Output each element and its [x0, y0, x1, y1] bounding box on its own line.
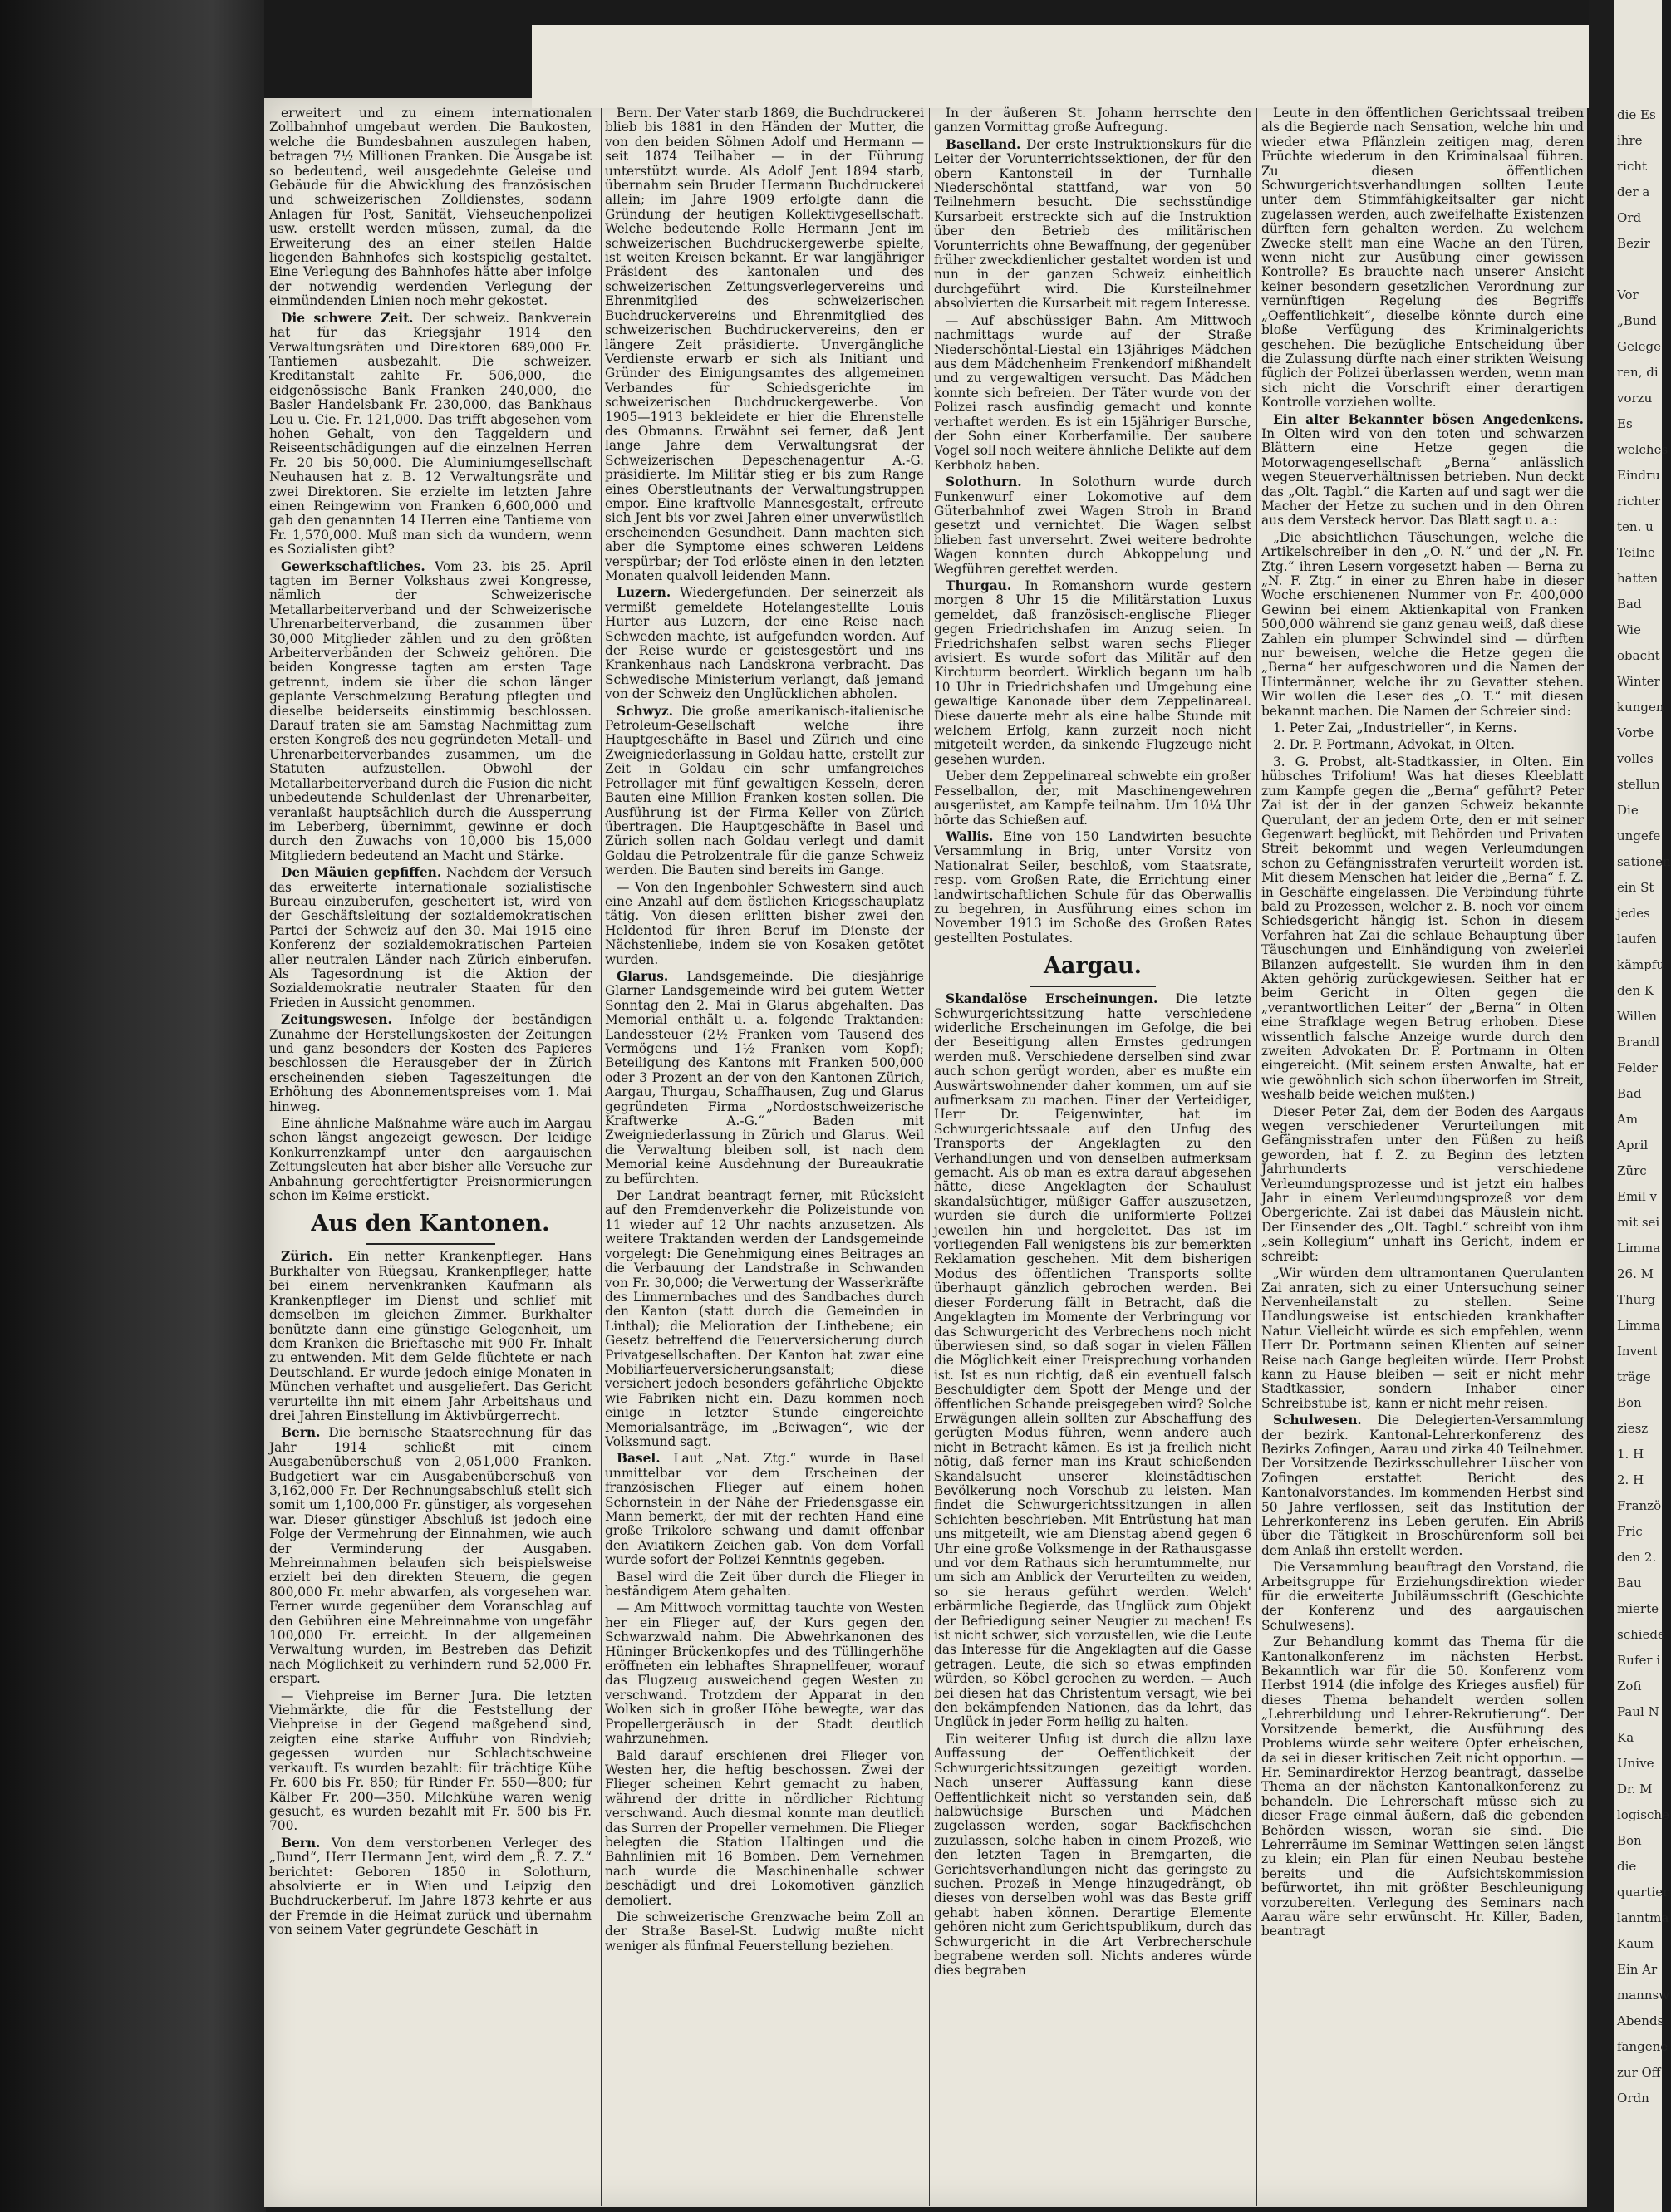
edge-text-fragment: logische [1617, 1807, 1669, 1822]
article-text: Landsgemeinde. Die diesjährige Glarner Landsgemeinde wird bei gutem Wetter Sonntag den 2. Mai in Glarus abgehalten. Das Memorial enthält u. a. folgende Traktanden: Landessteuer (2½ Franken vom Tausend des Vermögens und 1½ Franken vom Kopf); Beteiligung des Kantons mit Franken 500,000 oder 3 Prozent an der von den Kantonen Zürich, Aargau, Thurgau, Schaffhausen, Zug und Glarus gegründeten Firma „Nordostschweizerische Kraftwerke A.-G.“ Baden mit Zweigniederlassung in Zürich und Glarus. Weil die Verwaltung bleiben soll, ist nach dem Memorial keine Ausdehnung der Bureaukratie zu befürchten. [605, 968, 924, 1187]
edge-text-fragment: kämpfu [1617, 957, 1665, 972]
edge-text-fragment: schiede [1617, 1627, 1665, 1642]
edge-text-fragment: sationen [1617, 854, 1671, 869]
edge-text-fragment: Dr. M [1617, 1782, 1653, 1797]
article-heading: Luzern. [617, 585, 671, 601]
edge-text-fragment: Invent [1617, 1344, 1658, 1359]
edge-text-fragment: Die [1617, 803, 1639, 818]
edge-text-fragment: die [1617, 1859, 1637, 1874]
column-rule [929, 108, 930, 2206]
edge-text-fragment: ungefe [1617, 828, 1661, 843]
edge-text-fragment: Gelege [1617, 339, 1662, 354]
edge-text-fragment: Unive [1617, 1756, 1654, 1771]
edge-text-fragment: Bad [1617, 1086, 1642, 1101]
edge-text-fragment: ren, di [1617, 365, 1659, 380]
article-paragraph [605, 881, 924, 967]
article-text: Die schweizerische Grenzwache beim Zoll an der Straße Basel-St. Ludwig mußte nicht weniger als fünfmal Feuerstellung beziehen. [605, 1909, 924, 1954]
article-text: Dieser Peter Zai, dem der Boden des Aargaus wegen verschiedener Verurteilungen mit Gefängnisstrafen unter den Füßen zu heiß geworden, hat f. Z. zu Beginn des letzten Jahrhunderts verschiedene Verleumdungsprozesse und ist jetzt ein halbes Jahr in einem Verleumdungsprozeß vor dem Obergerichte. Zai ist dabei das Mäuslein nicht. Der Einsender des „Olt. Tagbl.“ schreibt von ihm „sein Kollegium“ unhaft ins Gericht, indem er schreibt: [1261, 1104, 1584, 1264]
article-paragraph [1261, 1413, 1584, 1558]
article-text: Die letzte Schwurgerichtssitzung hatte verschiedene widerliche Erscheinungen im Gefolge, die bei der Beseitigung allen Ernstes gedrungen werden muß. Verschiedene derselben sind zwar auch schon gerügt worden, aber es mußte ein Auswärtswohnender daher kommen, um auf sie aufmerksam zu machen. Einer der Verteidiger, Herr Dr. Feigenwinter, hat im Schwurgerichtssaale auf den Unfug des Transports der Angeklagten zu den Verhandlungen und von denselben aufmerksam gemacht. Als ob man es extra darauf abgesehen hätte, diese Angeklagten der Schaulust skandalsüchtiger, müßiger Gaffer auszusetzen, wurden sie durch die uniformierte Polizei jeweilen hin und hergeleitet. Das ist im vorliegenden Fall wenigstens bis zur bemerkten Reklamation geschehen. Mit dem bisherigen Modus des öffentlichen Transports sollte überhaupt gänzlich gebrochen werden. Bei dieser Forderung fällt in Betracht, daß die Angeklagten im Momente der Verbringung vor das Schwurgericht des Verbrechens noch nicht überwiesen sind, so daß sogar in vielen Fällen die Möglichkeit einer Freisprechung vorhanden ist. Ist es nun richtig, daß ein eventuell falsch Beschuldigter dem Spott der Menge und der öffentlichen Schande preisgegeben wird? Solche Erwägungen allein sollten zur Abschaffung des gerügten Modus führen, wenn andere auch nicht in Betracht kämen. Es ist ja freilich nicht nötig, daß ferner man ins Kraut schießenden Skandalsucht unserer kleinstädtischen Bevölkerung noch Vorschub zu leisten. Man findet die Schwurgerichtssitzungen in allen Schichten beschrieben. Mit Entrüstung hat man uns mitgeteilt, wie am Dienstag abend gegen 6 Uhr eine große Volksmenge in der Rathausgasse und vor dem Rathaus sich herumtummelte, nur um sich am Anblick der Verurteilten zu weiden, so sie heraus geführt werden. Welch' erbärmliche Begierde, das Unglück zum Objekt der Befriedigung seiner Neugier zu machen! Es ist nicht schwer, sich vorzustellen, wie die Leute das Interesse für die Angeklagten auf die Gasse getragen. Leute, die sich so etwas empfinden würden, so Köbel gerochen zu werden. — Auch bei diesen hat das Christentum versagt, wie bei den bekämpfenden Nationen, das da lehrt, das Unglück in jeder Form heilig zu halten. [934, 991, 1251, 1730]
edge-text-fragment: Abends [1617, 2013, 1664, 2028]
edge-text-fragment: den 2. [1617, 1550, 1657, 1565]
article-text: erweitert und zu einem internationalen Zollbahnhof umgebaut werden. Die Baukosten, welche die Bundesbahnen auszulegen haben, betragen 7½ Millionen Franken. Die Ausgabe ist so bedeutend, weil ausgedehnte Geleise und Gebäude für die Abwicklung des französischen und schweizerischen Zolldienstes, sodann Anlagen für Post, Sanität, Viehseuchenpolizei usw. erstellt werden müssen, zumal, da die Erweiterung des an einer steilen Halde liegenden Bahnhofes sich kostspielig gestaltet. Eine Verlegung des Bahnhofes hätte aber infolge der notwendig werdenden Verlegung der einmündenden Linien noch mehr gekostet. [269, 106, 592, 309]
article-heading: Thurgau. [946, 578, 1012, 593]
edge-text-fragment: Zürc [1617, 1163, 1647, 1178]
article-paragraph [269, 1689, 592, 1834]
article-paragraph [605, 1571, 924, 1600]
article-heading: Bern. [281, 1835, 321, 1851]
article-text: Leute in den öffentlichen Gerichtssaal treiben als die Begierde nach Sensation, welche hin und wieder etwa Pflänzlein zeitigen mag, deren Früchte wiederum in den Kriminalsaal führen. Zu diesen öffentlichen Schwurgerichtsverhandlungen sollten Leute unter dem Stimmfähigkeitsalter gar nicht zugelassen werden, auch zweifelhafte Existenzen dürften fern gehalten werden. Zu welchem Zwecke stellt man eine Wache an den Türen, wenn nicht zur Ausübung einer gewissen Kontrolle? Es brauchte nach unserer Ansicht keiner besondern gesetzlichen Verordnung zur vernünftigen Regelung des Begriffs „Oeffentlichkeit“, dieselbe könnte durch eine bloße Verfügung des Kriminalgerichts geschehen. Die bezügliche Entscheidung über die Zulassung dürfte nach einer strikten Weisung füglich der Polizei überlassen werden, wenn man sich nicht die Vorschrift einer derartigen Kontrolle vorziehen wollte. [1261, 106, 1584, 410]
article-paragraph [1261, 106, 1584, 410]
edge-text-fragment: Bau [1617, 1575, 1642, 1590]
article-paragraph [605, 1910, 924, 1954]
edge-text-fragment: mit sei [1617, 1215, 1660, 1230]
article-paragraph [269, 866, 592, 1010]
adjacent-page-edge [1614, 0, 1671, 2212]
article-paragraph [269, 560, 592, 864]
edge-text-fragment: quartier [1617, 1885, 1669, 1900]
edge-text-fragment: 1. H [1617, 1447, 1644, 1462]
edge-text-fragment: Ordn [1617, 2091, 1649, 2106]
edge-text-fragment: Vor [1617, 288, 1639, 302]
article-text: Ein weiterer Unfug ist durch die allzu laxe Auffassung der Oeffentlichkeit der Schwurgerichtssitzungen gezeitigt worden. Nach unserer Auffassung kann diese Oeffentlichkeit nicht so verstanden sein, daß halbwüchsige Burschen und Mädchen zugelassen werden, sogar Backfischchen zuzulassen, solche haben in einem Prozeß, wie den letzten Tagen in Bremgarten, die Gerichtsverhandlungen nicht das geringste zu suchen. Prozeß in Menge hinzugedrängt, ob dieses von derselben wohl was das Beste griff gehabt haben können. Derartige Elemente gehören nicht zum Gerichtspublikum, durch das Schwurgericht in die Art Verbrecherschule begrabene werden soll. Nichts anderes würde dies begraben [934, 1731, 1251, 1979]
text-column-3 [934, 106, 1251, 2126]
edge-text-fragment: Limma [1617, 1241, 1661, 1256]
edge-text-fragment: Zofi [1617, 1679, 1642, 1693]
article-text: Zur Behandlung kommt das Thema für die Kantonalkonferenz im nächsten Herbst. Bekanntlich war für die 50. Konferenz vom Herbst 1914 (die infolge des Krieges ausfiel) für dieses Thema behandelt werden sollen „Lehrerbildung und Lehrer-Rekrutierung“. Der Vorsitzende bemerkt, die Ausführung des Problems würde sehr weitere Opfer erheischen, da sei in dieser kritischen Zeit nicht opportun. — Hr. Seminardirektor Herzog beantragt, dasselbe Thema an der nächsten Kantonalkonferenz zu behandeln. Die Lehrerschaft müsse sich zu dieser Frage einmal äußern, daß die gebenden Behörden wissen, woran sie sind. Die Lehrerräume im Seminar Wettingen seien längst zu klein; ein Plan für einen Neubau bestehe bereits und die Aufsichtskommission befürwortet, ihn mit größter Beschleunigung vorzubereiten. Verlegung des Seminars nach Aarau wäre sehr erwünscht. Hr. Killer, Baden, beantragt [1261, 1634, 1584, 1939]
article-text: 3. G. Probst, alt-Stadtkassier, in Olten. Ein hübsches Trifolium! Was hat dieses Kleeblatt zum Kampfe gegen die „Berna“ geführt? Peter Zai ist der in der ganzen Schweiz bekannte Querulant, der an jedem Orte, den er mit seiner Gegenwart beglückt, mit Behörden und Privaten Streit bekommt und wegen Verleumdungen schon zu Gefängnisstrafen verurteilt worden ist. Mit diesem Menschen hat leider die „Berna“ f. Z. in Geschäfte eingelassen. Die Verbindung führte bald zu Prozessen, welcher z. B. noch vor einem Schiedsgericht hängig ist. Schon in diesem Verfahren hat Zai die schlaue Behauptung über Täuschungen und Einhändigung von zweierlei Bilanzen aufgestellt. Sie wurden ihm in den Akten gehörig zurückgewiesen. Seither hat er beim Gericht in Olten gegen die „verantwortlichen Leiter“ der „Berna“ in Olten eine Strafklage wegen Betrug erhoben. Diese wissentlich falsche Anzeige wurde durch den zweiten Advokaten Dr. P. Portmann in Olten eingereicht. (Mit seinem ersten Anwalte, hat er wie gewöhnlich sich schon überworfen im Streit, weshalb beide weichen mußten.) [1261, 754, 1584, 1103]
article-text: Der erste Instruktionskurs für die Leiter der Vorunterrichtssektionen, der für den obern Kantonsteil in der Turnhalle Niederschöntal stattfand, war von 50 Teilnehmern besucht. Die sechsstündige Kursarbeit erstreckte sich auf die Instruktion über den Betrieb des militärischen Vorunterrichts ohne Bewaffnung, der gegenüber früher zweckdienlicher gestaltet worden ist und nun in der ganzen Schweiz einheitlich durchgeführt wird. Die Kursteilnehmer absolvierten die Kursarbeit mit regem Interesse. [934, 136, 1251, 312]
edge-text-fragment: Rufer i [1617, 1653, 1661, 1668]
edge-text-fragment: kungen [1617, 700, 1664, 715]
edge-text-fragment: mannsw [1617, 1988, 1670, 2003]
edge-text-fragment: 2. H [1617, 1472, 1644, 1487]
article-text: — Auf abschüssiger Bahn. Am Mittwoch nachmittags wurde auf der Straße Niederschöntal-Liestal ein 13jähriges Mädchen aus dem Mädchenheim Frenkendorf mißhandelt und zu vergewaltigen versucht. Das Mädchen konnte sich befreien. Der Täter wurde von der Polizei rasch ausfindig gemacht und konnte verhaftet werden. Es ist ein 15jähriger Bursche, der Sohn einer Korberfamilie. Der saubere Vogel soll noch weitere ähnliche Delikte auf dem Kerbholz haben. [934, 312, 1251, 473]
article-paragraph [269, 312, 592, 558]
edge-text-fragment: Felder [1617, 1060, 1658, 1075]
article-paragraph [1261, 531, 1584, 719]
edge-text-fragment: April [1617, 1138, 1649, 1153]
article-heading: Zürich. [281, 1249, 333, 1265]
edge-text-fragment: welches [1617, 442, 1669, 457]
edge-text-fragment: Bad [1617, 597, 1642, 612]
article-paragraph [269, 1836, 592, 1938]
article-paragraph [269, 1117, 592, 1203]
article-paragraph [1261, 755, 1584, 1103]
article-text: Wiedergefunden. Der seinerzeit als vermißt gemeldete Hotelangestellte Louis Hurter aus Luzern, der eine Reise nach Schweden machte, ist aufgefunden worden. Auf der Reise wurde er geistesgestört und ins Krankenhaus nach Landskrona verbracht. Das Schwedische Ministerium verlangt, daß jemand von der Schweiz den Unglücklichen abholen. [605, 585, 924, 702]
article-heading: Wallis. [946, 828, 994, 844]
article-text: In Olten wird von den toten und schwarzen Blättern eine Hetze gegen die Motorwagengesellschaft „Berna“ anlässlich wegen Steuerverhältnissen betrieben. Nun deckt das „Olt. Tagbl.“ die Karten auf und sagt wer die Macher der Hetze zu suchen und in den Ohren aus dem Versteck hervor. Das Blatt sagt u. a.: [1261, 425, 1584, 528]
article-heading: Solothurn. [946, 474, 1022, 490]
edge-text-fragment: lanntma [1617, 1910, 1669, 1925]
edge-text-fragment: Am [1617, 1112, 1639, 1127]
article-paragraph [605, 106, 924, 583]
article-paragraph [1261, 738, 1584, 752]
article-paragraph [605, 705, 924, 878]
article-paragraph [605, 1452, 924, 1567]
edge-text-fragment: laufen [1617, 931, 1657, 946]
edge-text-fragment: Franzö [1617, 1498, 1662, 1513]
article-heading: Basel. [617, 1451, 661, 1467]
edge-text-fragment: vorzu [1617, 391, 1653, 406]
article-paragraph [934, 475, 1251, 577]
text-column-2 [605, 106, 924, 2126]
article-heading: Den Mäuien gepfiffen. [281, 865, 442, 881]
article-heading: Skandalöse Erscheinungen. [946, 991, 1158, 1007]
article-text: 1. Peter Zai, „Industrieller“, in Kerns. [1273, 720, 1517, 736]
article-paragraph [269, 1250, 592, 1423]
edge-text-fragment: jedes [1617, 906, 1650, 921]
article-paragraph [934, 830, 1251, 946]
article-text: Von dem verstorbenen Verleger des „Bund“, Herr Hermann Jent, wird dem „R. Z. Z.“ berichtet: Geboren 1850 in Solothurn, absolvierte er in Wien und Leipzig den Buchdruckerberuf. Im Jahre 1873 kehrte er aus der Fremde in die Heimat zurück und übernahm von seinem Vater gegründete Geschäft in [269, 1835, 592, 1938]
edge-text-fragment: mierte [1617, 1601, 1659, 1616]
edge-text-fragment: Ka [1617, 1730, 1634, 1745]
article-text: „Die absichtlichen Täuschungen, welche die Artikelschreiber in den „O. N.“ und der „N. Fr. Ztg.“ ihren Lesern vorgesetzt haben — Berna zu „N. F. Ztg.“ in einer zu Ehren habe in dieser Woche erschienenen Nummer von Fr. 400,000 Gewinn bei einem Aktienkapital von Franken 500,000 während sie ganz genau weiß, daß diese Zahlen ein plumper Schwindel sind — dürften nur beweisen, welche die Hetze gegen die „Berna“ her aufgeschworen und die Namen der Hintermänner, welche ihr zu Gevatter stehen. Wir wollen die Leser des „O. T.“ mit diesen bekannt machen. Die Namen der Schreier sind: [1261, 529, 1584, 719]
edge-text-fragment: Limma [1617, 1318, 1661, 1333]
edge-text-fragment: Wie [1617, 622, 1641, 637]
article-paragraph [934, 579, 1251, 767]
edge-text-fragment: Bon [1617, 1833, 1642, 1848]
article-text: 2. Dr. P. Portmann, Advokat, in Olten. [1273, 737, 1516, 753]
article-text: Basel wird die Zeit über durch die Flieger in beständigem Atem gehalten. [605, 1569, 924, 1600]
section-rule [1030, 986, 1157, 987]
edge-text-fragment: ein St [1617, 880, 1654, 895]
article-heading: Baselland. [946, 136, 1021, 152]
edge-text-fragment: Eindru [1617, 468, 1660, 483]
edge-text-fragment: den K [1617, 983, 1654, 998]
article-heading: Die schwere Zeit. [281, 310, 414, 326]
article-text: Ueber dem Zeppelinareal schwebte ein großer Fesselballon, der, mit Maschinengewehren ausgerüstet, am Kampfe teilnahm. Um 10¼ Uhr hörte das Schießen auf. [934, 769, 1251, 828]
edge-text-fragment: der a [1617, 184, 1650, 199]
section-rule [366, 1243, 494, 1245]
article-paragraph [1261, 1561, 1584, 1633]
edge-text-fragment: obacht [1617, 648, 1660, 663]
text-column-4 [1261, 106, 1584, 2126]
article-text: Nachdem der Versuch das erweiterte internationale sozialistische Bureau einzuberufen, gescheitert ist, wird von der Geschäftsleitung der sozialdemokratischen Partei der Schweiz auf den 30. Mai 1915 eine Konferenz der sozialdemokratischen Parteien aller neutralen Länder nach Zürich einberufen. Als Tagesordnung ist die Aktion der Sozialdemokratie neutraler Staaten für den Frieden in Aussicht genommen. [269, 865, 592, 1010]
article-heading: Ein alter Bekannter bösen Angedenkens. [1273, 411, 1584, 427]
edge-text-fragment: Fric [1617, 1524, 1643, 1539]
edge-text-fragment: zur Off [1617, 2065, 1661, 2080]
article-paragraph [934, 1733, 1251, 1979]
article-text: Vom 23. bis 25. April tagten im Berner Volkshaus zwei Kongresse, nämlich der Schweizerische Metallarbeiterverband und der Schweizerische Uhrenarbeiterverband, die zusammen über 30,000 Mitglieder zählen und zu den größten Arbeiterverbänden der Schweiz gehören. Die beiden Kongresse tagten am ersten Tage getrennt, indem sie über die schon länger geplante Verschmelzung Beratung pflegten und dieselbe beiderseits einstimmig beschlossen. Darauf traten sie am Samstag Nachmittag zum ersten Kongreß des neu gegründeten Metall- und Uhrenarbeiterverbandes zusammen, um die Statuten aufzustellen. Obwohl der Metallarbeiterverband durch die Fusion die nicht unbedeutende Schuldenlast der Uhrenarbeiter, veranlaßt hauptsächlich durch die Aussperrung im Leberberg, übernimmt, gewinne er doch durch den Zuwachs von 10,000 bis 15,000 Mitgliedern bedeutend an Macht und Stärke. [269, 558, 592, 863]
article-text: Bern. Der Vater starb 1869, die Buchdruckerei blieb bis 1881 in den Händen der Mutter, die von den beiden Söhnen Adolf und Hermann — seit 1874 Teilhaber — in der Führung unterstützt wurde. Als Adolf Jent 1894 starb, übernahm sein Bruder Hermann Buchdruckerei allein; im Jahre 1909 erfolgte dann die Gründung der heutigen Kollektivgesellschaft. Welche bedeutende Rolle Hermann Jent im schweizerischen Buchdruckergewerbe spielte, ist weiten Kreisen bekannt. Er war langjähriger Präsident des kantonalen und des schweizerischen Zeitungsverlegervereins und Ehrenmitglied des schweizerischen Buchdruckervereins und Ehrenmitglied des schweizerischen Buchdruckervereins, den er längere Zeit präsidierte. Unvergängliche Verdienste erwarb er sich als Initiant und Gründer des Einigungsamtes des allgemeinen Verbandes für Schiedsgerichte im schweizerischen Buchdruckergewerbe. Von 1905—1913 bekleidete er hier die Ehrenstelle des Obmanns. Erwähnt sei ferner, daß Jent lange Jahre dem Verwaltungsrat der Schweizerischen Depeschenagentur A.-G. präsidierte. Im Militär stieg er bis zum Range eines Oberstleutnants der Verwaltungstruppen empor. Eine kraftvolle Mannesgestalt, erfreute sich Jent bis vor zwei Jahren einer unverwüstlich erscheinenden Gesundheit. Dann machten sich aber die Symptome eines schweren Leidens verspürbar; der Tod erlöste einen in den letzten Monaten qualvoll leidenden Mann. [605, 106, 924, 583]
edge-text-fragment: „Bund [1617, 313, 1657, 328]
edge-text-fragment: ziesz [1617, 1421, 1649, 1436]
text-column-1 [269, 106, 592, 2126]
article-paragraph [934, 138, 1251, 312]
article-paragraph [605, 970, 924, 1187]
article-text: Die große amerikanisch-italienische Petroleum-Gesellschaft welche ihre Hauptgeschäfte in Basel und Zürich und eine Zweigniederlassung in Goldau hatte, erstellt zur Zeit in Goldau ein sehr umfangreiches Petrollager mit fünf gewaltigen Kesseln, deren Bauten eine Million Franken kosten sollen. Die Ausführung ist der Firma Keller von Zürich übertragen. Die Hauptgeschäfte in Basel und Zürich sollen nach Goldau verlegt und damit Goldau die Petrolzentrale für die ganze Schweiz werden. Die Bauten sind bereits im Gange. [605, 703, 924, 878]
edge-text-fragment: volles [1617, 751, 1654, 766]
article-text: — Am Mittwoch vormittag tauchte von Westen her ein Flieger auf, der Kurs gegen den Schwarzwald nahm. Die Abwehrkanonen des Hüninger Brückenkopfes und des Tüllingerhöhe eröffneten ein lebhaftes Shrapnellfeuer, worauf das Flugzeug ausweichend gegen Westen zu verschwand. Trotzdem der Apparat in den Wolken sich in großer Höhe bewegte, war das Propellergeräusch in der Stadt deutlich wahrzunehmen. [605, 1600, 924, 1747]
article-paragraph [1261, 413, 1584, 528]
edge-text-fragment: Thurg [1617, 1292, 1656, 1307]
edge-text-fragment: Teilne [1617, 545, 1655, 560]
column-rule [601, 108, 602, 2206]
article-paragraph [605, 586, 924, 701]
article-paragraph [605, 1749, 924, 1908]
page-gutter [1589, 0, 1614, 2212]
article-paragraph [1261, 721, 1584, 735]
edge-text-fragment: hatten [1617, 571, 1659, 586]
edge-text-fragment: Brandl [1617, 1035, 1660, 1049]
article-text: Bald darauf erschienen drei Flieger von Westen her, die heftig beschossen. Zwei der Flieger scheinen Kehrt gemacht zu haben, während der dritte in nördlicher Richtung verschwand. Auch diesmal konnte man deutlich das Surren der Propeller vernehmen. Die Flieger belegten die Station Haltingen und die Bahnlinien mit 16 Bomben. Dem Vernehmen nach wurde die Maschinenhalle schwer beschädigt und drei Lokomotiven gänzlich demoliert. [605, 1747, 924, 1908]
article-paragraph [934, 992, 1251, 1730]
article-heading: Gewerkschaftliches. [281, 558, 425, 574]
edge-text-fragment: Es [1617, 416, 1633, 431]
article-text: Die Delegierten-Versammlung der bezirk. Kantonal-Lehrerkonferenz des Bezirks Zofingen, Aarau und zirka 40 Teilnehmer. Der Vorsitzende Bezirksschullehrer Lüscher von Zofingen erstattet Bericht des Kantonalvorstandes. Im kommenden Herbst sind 50 Jahre verflossen, seit das Institution der Lehrerkonferenz ins Leben gerufen. Ein Abriß über die Tätigkeit in Broschürenform soll bei dem Anlaß ihn erstellt werden. [1261, 1413, 1584, 1558]
edge-text-fragment: die Es [1617, 107, 1656, 122]
article-paragraph [1261, 1635, 1584, 1939]
article-heading: Schulwesen. [1273, 1413, 1362, 1428]
article-text: Ein netter Krankenpfleger. Hans Burkhalter von Rüegsau, Krankenpfleger, hatte bei einem nervenkranken Kaufmann als Krankenpfleger im Dienst und schlief mit demselben im gleichen Zimmer. Burkhalter benützte dann eine günstige Gelegenheit, um dem Kranken die Brieftasche mit 900 Fr. Inhalt zu entwenden. Mit dem Gelde flüchtete er nach Deutschland. Er wurde jedoch einige Monaten in München verhaftet und ausgeliefert. Das Gericht verurteilte ihn mit einem Jahr Arbeitshaus und drei Jahren Einstellung im Aktivbürgerrecht. [269, 1249, 592, 1423]
edge-text-fragment: Emil v [1617, 1189, 1658, 1204]
edge-text-fragment: Vorbe [1617, 725, 1654, 740]
edge-text-fragment: richter [1617, 494, 1661, 509]
section-heading: Aus den Kantonen. [311, 1211, 550, 1237]
article-paragraph [269, 1013, 592, 1114]
article-text: — Viehpreise im Berner Jura. Die letzten Viehmärkte, die für die Feststellung der Viehpreise in der Gegend maßgebend sind, zeigten eine starke Auffuhr von Rindvieh; gegessen wurden nur Schlachtschweine verkauft. Es wurden bezahlt: für trächtige Kühe Fr. 600 bis Fr. 850; für Rinder Fr. 550—800; für Kälber Fr. 200—350. Milchkühe waren wenig gesucht, es wurden bezahlt mit Fr. 500 bis Fr. 700. [269, 1688, 592, 1834]
article-text: — Von den Ingenbohler Schwestern sind auch eine Anzahl auf dem östlichen Kriegsschauplatz tätig. Von diesen erlitten bisher zwei den Heldentod für ihren Beruf im Dienste der Nächstenliebe, indem sie von Kosaken getötet wurden. [605, 879, 924, 967]
edge-text-fragment: Paul N [1617, 1704, 1659, 1719]
edge-text-fragment: Kaum [1617, 1936, 1654, 1951]
article-text: Infolge der beständigen Zunahme der Herstellungskosten der Zeitungen und ganz besonders der Kosten des Papieres beschlossen die Herausgeber der in Zürich erscheinenden sieben Tageszeitungen die Erhöhung des Abonnementspreises vom 1. Mai hinweg. [269, 1012, 592, 1114]
article-text: Der Landrat beantragt ferner, mit Rücksicht auf den Fremdenverkehr die Polizeistunde von 11 wieder auf 12 Uhr nachts anzusetzen. Als weitere Traktanden werden der Landsgemeinde vorgelegt: Die Genehmigung eines Beitrages an die Verbauung der Landstraße in Schwanden von Fr. 30,000; die Verwertung der Wasserkräfte des Limmernbaches und des Sandbaches durch den Kanton (statt durch die Gemeinden in Linthal); die Melioration der Linthebene; ein Gesetz betreffend die Feuerversicherung durch Privatgesellschaften. Der Kanton hat zwar eine Mobiliarfeuerversicherungsanstalt; diese versichert jedoch besonders gefährliche Objekte wie Fabriken nicht ein. Dazu kommen noch einige in letzter Stunde eingereichte Memorialsanträge, im „Beiwagen“, wie der Volksmund sagt. [605, 1188, 924, 1449]
article-text: In Solothurn wurde durch Funkenwurf einer Lokomotive auf dem Güterbahnhof zwei Wagen Stroh in Brand gesetzt und vernichtet. Die Wagen selbst blieben fast unversehrt. Zwei weitere bedrohte Wagen konnten durch Abkoppelung und Wegführen gerettet werden. [934, 474, 1251, 577]
edge-text-fragment: Bon [1617, 1395, 1642, 1410]
article-text: Eine ähnliche Maßnahme wäre auch im Aargau schon längst angezeigt gewesen. Der leidige Konkurrenzkampf unter den aargauischen Zeitungsleuten hat aber bisher alle Versuche zur Anbahnung gerechtfertigter Preisnormierungen schon im Keime erstickt. [269, 1116, 592, 1204]
article-text: Eine von 150 Landwirten besuchte Versammlung in Brig, unter Vorsitz von Nationalrat Seiler, beschloß, vom Staatsrate, resp. vom Großen Rate, die Errichtung einer landwirtschaftlichen Schule für das Oberwallis zu begehren, in Ausführung eines schon im November 1913 im Schoße des Großen Rates gestellten Postulates. [934, 828, 1251, 946]
column-rule [1256, 108, 1257, 2206]
article-text: Die bernische Staatsrechnung für das Jahr 1914 schließt mit einem Ausgabenüberschuß von 2,051,000 Franken. Budgetiert war ein Ausgabenüberschuß von 3,162,000 Fr. Der Rechnungsabschluß stellt sich somit um 1,100,000 Fr. günstiger, als vorgesehen war. Dieser günstiger Abschluß ist jedoch eine Folge der Vermehrung der Einnahmen, wie auch der Verminderung der Ausgaben. Mehreinnahmen belaufen sich beispielsweise erzielt bei den direkten Steuern, die gegen 800,000 Fr. mehr abwarfen, als vorgesehen war. Ferner wurde gegenüber dem Voranschlag auf den Gebühren eine Mehreinnahme von ungefähr 100,000 Fr. erreicht. In der allgemeinen Verwaltung wurden, im Bestreben das Defizit nach Möglichkeit zu verhindern rund 52,000 Fr. erspart. [269, 1425, 592, 1687]
page-top-strip [532, 25, 1604, 108]
section-heading: Aargau. [1043, 953, 1143, 980]
article-paragraph [1261, 1105, 1584, 1264]
article-paragraph [934, 769, 1251, 828]
article-text: Laut „Nat. Ztg.“ wurde in Basel unmittelbar vor dem Erscheinen der französischen Flieger auf einem hohen Schornstein in der Nähe der Friedensgasse ein Mann bemerkt, der mit der rechten Hand eine große Trikolore schwang und damit offenbar den Aviatikern Zeichen gab. Von dem Vorfall wurde sofort der Polizei Kenntnis gegeben. [605, 1451, 924, 1568]
article-text: In Romanshorn wurde gestern morgen 8 Uhr 15 die Militärstation Luxus gemeldet, daß französisch-englische Flieger gegen Friedrichshafen im Anzug seien. In Friedrichshafen selbst waren sechs Flieger avisiert. Es wurde sofort das Militär auf den Kirchturm beordert. Wirklich begann um halb 10 Uhr in Friedrichshafen und Umgebung eine gewaltige Kanonade über dem Zeppelinareal. Diese dauerte mehr als eine halbe Stunde mit welchem Erfolg, kann zurzeit noch nicht mitgeteilt werden, da sinkende Flugzeuge nicht gesehen wurden. [934, 578, 1251, 767]
article-text: Die Versammlung beauftragt den Vorstand, die Arbeitsgruppe für Erziehungsdirektion wieder für die erweiterte Jubiläumsschrift (Geschichte der Konferenz und des aargauischen Schulwesens). [1261, 1560, 1584, 1633]
article-heading: Bern. [281, 1425, 321, 1441]
edge-text-fragment: richt [1617, 159, 1648, 174]
article-heading: Zeitungswesen. [281, 1012, 392, 1028]
edge-text-fragment: Bezir [1617, 236, 1650, 251]
edge-text-fragment: ihre [1617, 133, 1643, 148]
article-paragraph [934, 314, 1251, 473]
edge-text-fragment: Ord [1617, 210, 1642, 225]
article-paragraph [605, 1189, 924, 1449]
scan-background-left [0, 0, 266, 2212]
edge-text-fragment: Willen [1617, 1009, 1658, 1024]
article-paragraph [605, 1601, 924, 1746]
edge-text-fragment: 26. M [1617, 1266, 1654, 1281]
edge-text-fragment: Ein Ar [1617, 1962, 1658, 1977]
edge-text-fragment: Winter [1617, 674, 1660, 689]
article-heading: Glarus. [617, 968, 669, 984]
edge-text-fragment: fangene [1617, 2039, 1669, 2054]
article-paragraph [934, 106, 1251, 135]
article-heading: Schwyz. [617, 703, 673, 719]
article-paragraph [1261, 1266, 1584, 1411]
edge-text-fragment: stellun [1617, 777, 1660, 792]
article-text: In der äußeren St. Johann herrschte den ganzen Vormittag große Aufregung. [934, 106, 1251, 135]
edge-text-fragment: träge [1617, 1369, 1651, 1384]
article-paragraph [269, 106, 592, 309]
article-text: „Wir würden dem ultramontanen Querulanten Zai anraten, sich zu einer Untersuchung seiner Nervenheilanstalt zu stellen. Seine Handlungsweise ist entschieden krankhafter Natur. Vielleicht würde es sich empfehlen, wenn Herr Dr. Portmann seinen Klienten auf seiner Reise nach Gange begleiten würde. Herr Probst kann zu Hause bleiben — seit er nicht mehr Stadtkassier, sondern Inhaber einer Schreibstube ist, kann er nicht mehr reisen. [1261, 1266, 1584, 1411]
article-text: Der schweiz. Bankverein hat für das Kriegsjahr 1914 den Verwaltungsräten und Direktoren 689,000 Fr. Tantiemen ausbezahlt. Die schweizer. Kreditanstalt zahlte Fr. 506,000, die eidgenössische Bank Franken 240,000, die Basler Handelsbank Fr. 230,000, das Bankhaus Leu u. Cie. Fr. 121,000. Das trifft abgesehen vom hohen Gehalt, von den Taggeldern und Reiseentschädigungen auf die einzelnen Herren Fr. 20 bis 50,000. Die Aluminiumgesellschaft Neuhausen hat z. B. 12 Verwaltungsräte und zwei Direktoren. Sie erzielte im letzten Jahre einen Reingewinn von Franken 6,600,000 und gab den genannten 14 Herren eine Tantieme von Fr. 1,570,000. Muß man sich da wundern, wenn es Sozialisten gibt? [269, 310, 592, 558]
article-paragraph [269, 1426, 592, 1686]
edge-text-fragment: ten. u [1617, 519, 1654, 534]
